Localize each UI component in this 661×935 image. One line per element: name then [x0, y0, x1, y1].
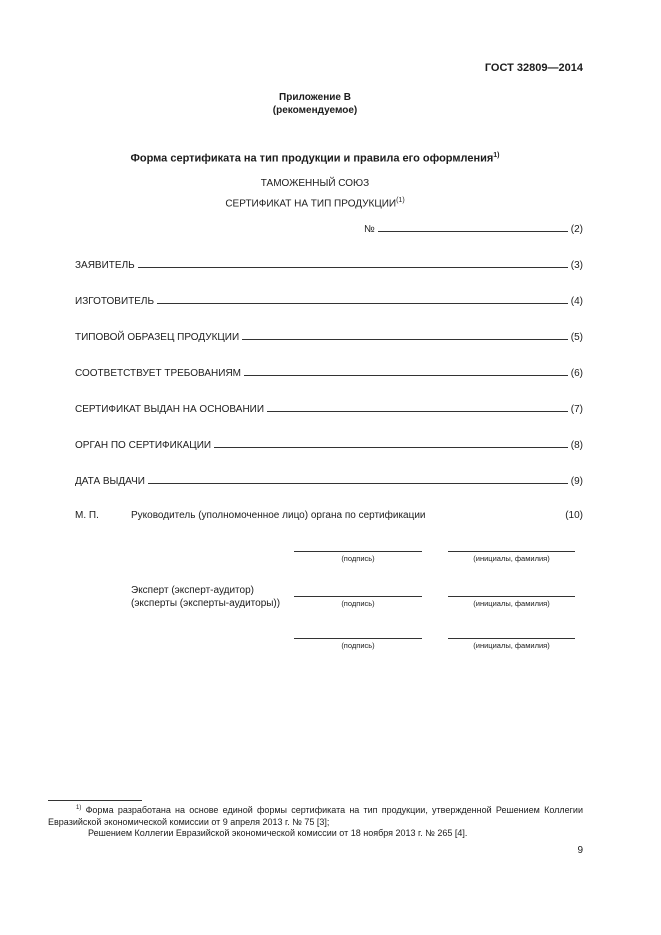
field-issued-basis: [75, 401, 583, 415]
fill-line: [214, 447, 568, 448]
footnote-text: [48, 802, 583, 828]
head-signature-line: [294, 551, 422, 552]
fill-line: [148, 483, 568, 484]
field-requirements: [75, 365, 583, 379]
field-index: (9): [570, 476, 583, 487]
field-label: ЗАЯВИТЕЛЬ: [75, 260, 135, 271]
field-label: ТИПОВОЙ ОБРАЗЕЦ ПРОДУКЦИИ: [75, 332, 240, 343]
page-number: 9: [577, 845, 583, 856]
field-index: (2): [570, 224, 583, 235]
form-title-text: Форма сертификата на тип продукции и правила его оформления: [130, 152, 494, 165]
fill-line: [378, 231, 568, 232]
expert-name-line: [448, 596, 575, 597]
expert-signature-line: [294, 596, 422, 597]
form-title: [0, 152, 630, 165]
field-certification-body: [75, 437, 583, 451]
field-label: ДАТА ВЫДАЧИ: [75, 476, 145, 487]
expert-label-line2: (эксперты (эксперты-аудиторы)): [131, 598, 281, 609]
signature-index: (10): [565, 510, 583, 521]
signature-caption: (подпись): [341, 641, 375, 650]
seal-place-label: М. П.: [75, 510, 99, 521]
expert-label-line1: Эксперт (эксперт-аудитор): [131, 585, 254, 596]
field-applicant: [75, 257, 583, 271]
field-index: (7): [570, 404, 583, 415]
field-label: ОРГАН ПО СЕРТИФИКАЦИИ: [75, 440, 212, 451]
name-caption: (инициалы, фамилия): [473, 554, 550, 563]
standard-number: ГОСТ 32809—2014: [484, 62, 583, 74]
fill-line: [267, 411, 568, 412]
signature-caption: (подпись): [341, 554, 375, 563]
field-product-sample: [75, 329, 583, 343]
name-caption: (инициалы, фамилия): [473, 599, 550, 608]
signature-caption: (подпись): [341, 599, 375, 608]
field-index: (3): [570, 260, 583, 271]
field-label: СООТВЕТСТВУЕТ ТРЕБОВАНИЯМ: [75, 368, 242, 379]
footnote-line1: Форма разработана на основе единой формы сертификата на тип продукции, утвержденной Решением Коллегии Евразийской экономической комиссии от 9 апреля 2013 г. № 75 [3];: [48, 805, 583, 827]
head-signature-label: Руководитель (уполномоченное лицо) органа по сертификации: [131, 510, 426, 521]
head-name-line: [448, 551, 575, 552]
field-index: (8): [570, 440, 583, 451]
field-index: (4): [570, 296, 583, 307]
form-title-footnote-mark: 1): [493, 152, 500, 159]
field-label: №: [364, 224, 375, 235]
fill-line: [138, 267, 568, 268]
field-index: (6): [570, 368, 583, 379]
customs-union-label: ТАМОЖЕННЫЙ СОЮЗ: [260, 178, 370, 189]
fill-line: [157, 303, 568, 304]
footnote-line2: Решением Коллегии Евразийской экономической комиссии от 18 ноября 2013 г. № 265 [4].: [88, 828, 468, 838]
field-manufacturer: [75, 293, 583, 307]
certificate-title-text: СЕРТИФИКАТ НА ТИП ПРОДУКЦИИ: [225, 198, 397, 210]
appendix-heading: [0, 91, 630, 117]
footnote-mark: 1): [76, 805, 82, 811]
certificate-title: [0, 197, 630, 209]
certificate-title-note: (1): [396, 197, 405, 204]
field-index: (5): [570, 332, 583, 343]
expert2-signature-line: [294, 638, 422, 639]
name-caption: (инициалы, фамилия): [473, 641, 550, 650]
field-label: ИЗГОТОВИТЕЛЬ: [75, 296, 155, 307]
appendix-title: Приложение В: [279, 92, 351, 103]
fill-line: [244, 375, 568, 376]
expert2-name-line: [448, 638, 575, 639]
appendix-subtitle: (рекомендуемое): [272, 105, 358, 116]
fill-line: [242, 339, 568, 340]
field-issue-date: [75, 473, 583, 487]
field-number: [364, 221, 583, 235]
field-label: СЕРТИФИКАТ ВЫДАН НА ОСНОВАНИИ: [75, 404, 265, 415]
footnote-rule: [48, 800, 142, 801]
expert-label: [131, 584, 280, 610]
